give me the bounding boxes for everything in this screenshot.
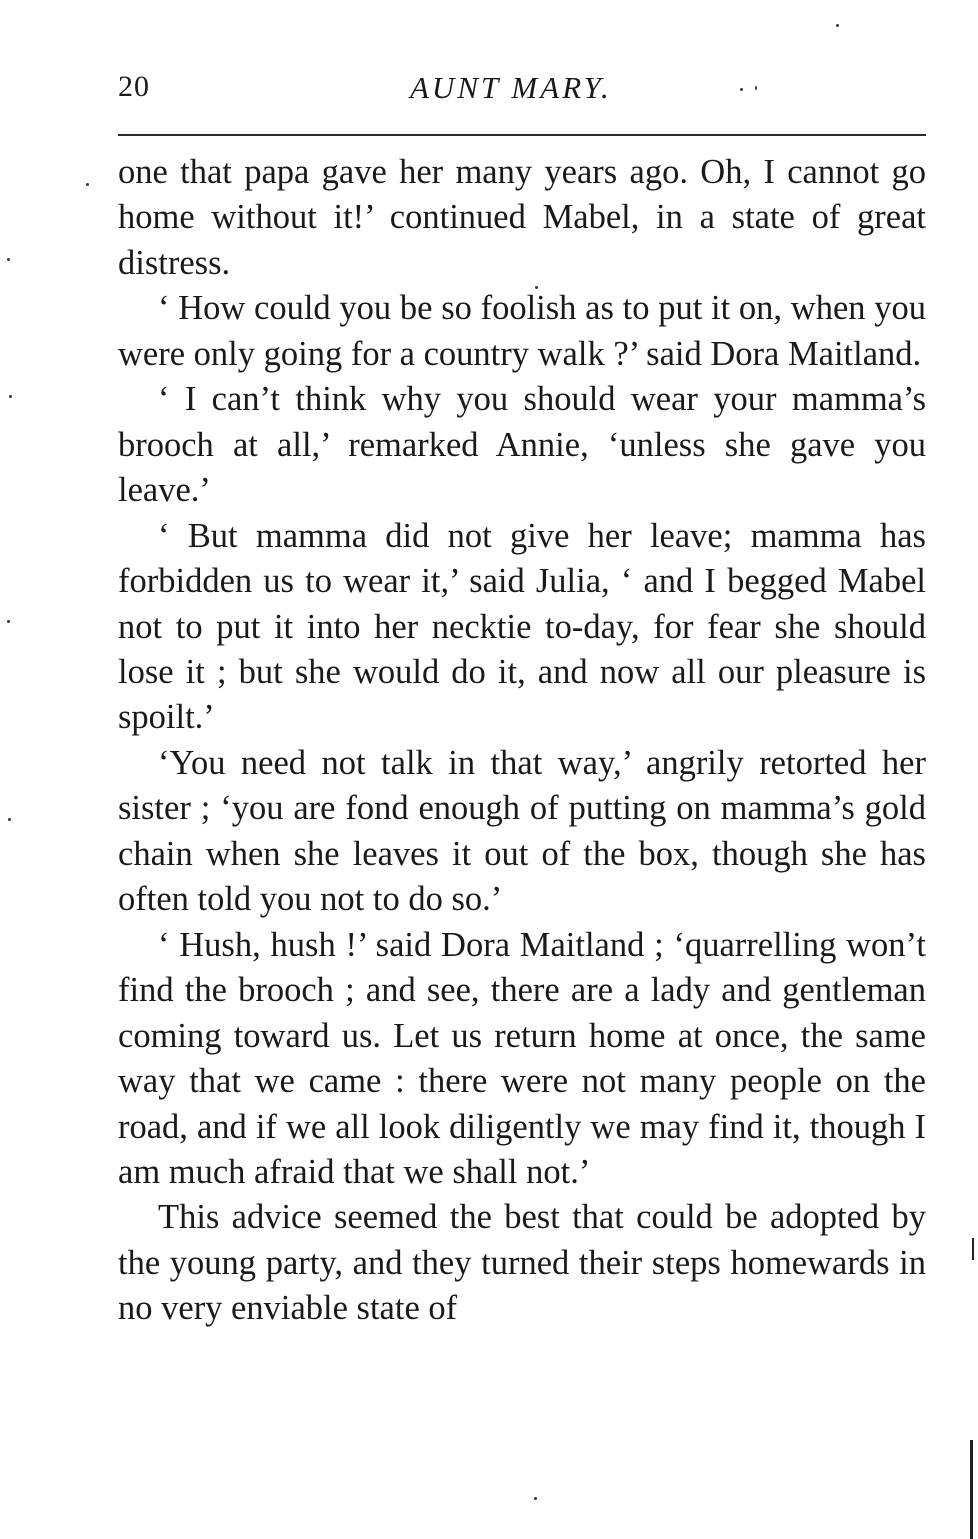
paragraph-sister-retort: ‘You need not talk in that way,’ angrily retorted her sister ; ‘you are fond enough of putting on mamma’s gold chain when she leaves it out of the box, though she has often told you not to do so.’ bbox=[118, 743, 926, 919]
scan-speck bbox=[7, 258, 10, 261]
paragraph-julia-reply: ‘ But mamma did not give her leave; mamma has forbidden us to wear it,’ said Julia, ‘ and I begged Mabel not to put it into her necktie to-day, for fear she should lose it ; but she would do it, and now all our pleasure is spoilt.’ bbox=[118, 516, 926, 737]
body-text bbox=[118, 150, 926, 1332]
scan-speck bbox=[534, 1497, 537, 1500]
scan-speck bbox=[86, 183, 89, 186]
scan-speck bbox=[7, 620, 10, 623]
paragraph-dora-hush: ‘ Hush, hush !’ said Dora Maitland ; ‘quarrelling won’t find the brooch ; and see, there are a lady and gentleman coming toward us. Let us return home at once, the same way that we came : there were not many people on the road, and if we all look diligently we may find it, though I am much afraid that we shall not.’ bbox=[118, 925, 926, 1191]
scan-edge-mark bbox=[970, 1440, 973, 1539]
paragraph-annie-remark: ‘ I can’t think why you should wear your mamma’s brooch at all,’ remarked Annie, ‘unless she gave you leave.’ bbox=[118, 380, 926, 510]
scan-speck bbox=[535, 286, 538, 289]
scan-speck bbox=[8, 818, 11, 821]
paragraph-dora-question: ‘ How could you be so foolish as to put it on, when you were only going for a country walk ?’ said Dora Maitland. bbox=[118, 289, 926, 373]
scan-speck bbox=[836, 24, 839, 27]
header-rule bbox=[118, 134, 926, 136]
scan-speck bbox=[9, 395, 12, 398]
scan-edge-mark bbox=[972, 1238, 974, 1260]
scan-speck bbox=[740, 88, 743, 91]
page-number: 20 bbox=[118, 70, 150, 103]
scan-speck bbox=[755, 86, 757, 90]
running-title: AUNT MARY. bbox=[410, 70, 612, 105]
paragraph-continuation: one that papa gave her many years ago. Oh, I cannot go home without it!’ continued Mabel, in a state of great distress. bbox=[118, 153, 926, 282]
page-header bbox=[118, 70, 926, 114]
paragraph-advice: This advice seemed the best that could be adopted by the young party, and they turned their steps homewards in no very enviable state of bbox=[118, 1198, 926, 1328]
